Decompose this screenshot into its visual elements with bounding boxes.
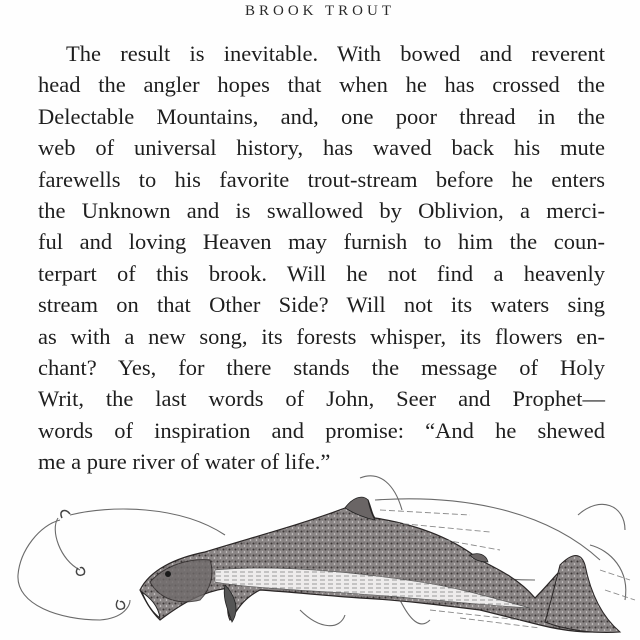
text-line: as with a new song, its forests whisper, its flowers en- xyxy=(38,323,605,349)
text-line: terpart of this brook. Will he not find a heavenly xyxy=(38,260,605,286)
paragraph xyxy=(38,38,605,477)
text-line: the Unknown and is swallowed by Oblivion, a merci- xyxy=(38,197,605,223)
text-line: ful and loving Heaven may furnish to him the coun- xyxy=(38,229,605,255)
trout-body xyxy=(140,497,620,632)
text-line: farewells to his favorite trout-stream before he enters xyxy=(38,166,605,192)
eye-icon xyxy=(165,571,171,577)
text-line: me a pure river of water of life.” xyxy=(38,449,331,475)
text-line: chant? Yes, for there stands the message of Holy xyxy=(38,354,605,380)
text-line: web of universal history, has waved back his mute xyxy=(38,135,605,161)
hook-icons xyxy=(61,511,125,610)
text-line: The result is inevitable. With bowed and reverent xyxy=(66,41,605,66)
text-line: head the angler hopes that when he has crossed the xyxy=(38,72,605,98)
trout-illustration-icon xyxy=(0,470,640,640)
text-line: Writ, the last words of John, Seer and Prophet— xyxy=(38,386,605,412)
running-head: BROOK TROUT xyxy=(245,3,395,19)
text-line: words of inspiration and promise: “And he shewed xyxy=(38,417,605,443)
text-line: Delectable Mountains, and, one poor thread in the xyxy=(38,103,605,129)
text-line: stream on that Other Side? Will not its waters sing xyxy=(38,292,605,318)
